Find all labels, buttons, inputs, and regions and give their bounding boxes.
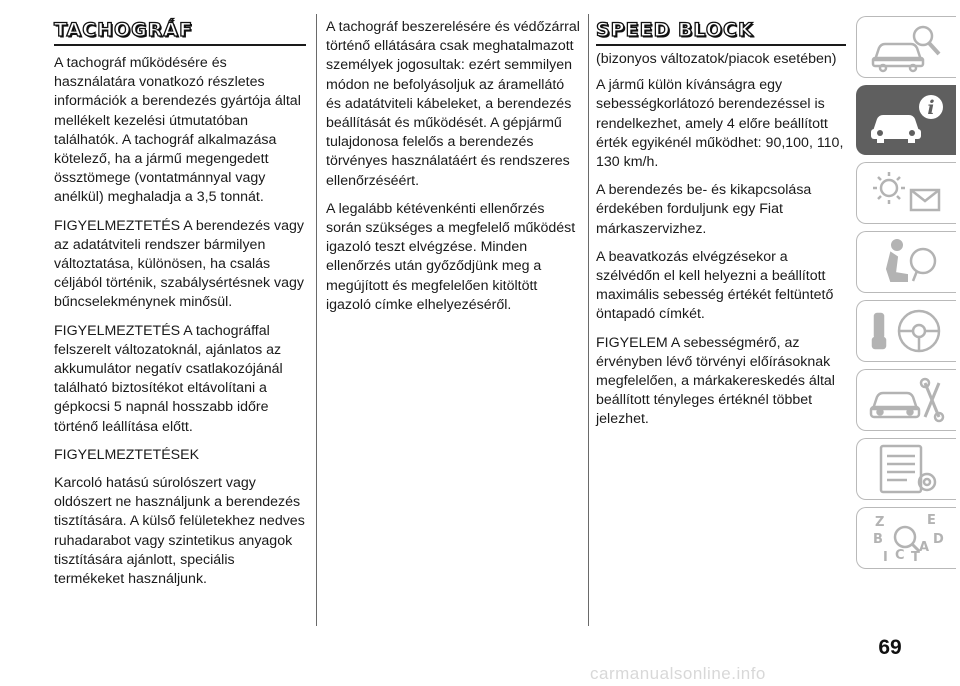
- paragraph: A jármű külön kívánságra egy sebességkorlátozó berendezéssel is rendelkezhet, amely 4 előre beállított érték egyikénél működhet: 90,100, 110, 130 km/h.: [596, 77, 844, 171]
- column-divider: [316, 14, 317, 626]
- svg-text:B: B: [872, 532, 883, 547]
- svg-text:E: E: [926, 513, 936, 528]
- svg-text:i: i: [926, 97, 935, 119]
- paragraph: Karcoló hatású súrolószert vagy oldószert ne használjunk a berendezés tisztítására. A külső felületekhez nedves ruhadarabot vagy szintetikus anyagok tisztítására ajánlott, speciális termékeket használjunk.: [54, 475, 305, 588]
- chapter-tab-dashboard[interactable]: [856, 162, 956, 224]
- car-search-icon: [867, 20, 947, 74]
- section-heading-speed-block: SPEED BLOCK: [596, 18, 846, 46]
- watermark: carmanualsonline.info: [590, 664, 766, 683]
- svg-text:A: A: [918, 540, 929, 555]
- chapter-tab-index[interactable]: [856, 507, 956, 569]
- paragraph: A legalább kétévenkénti ellenőrzés során szükséges a megfelelő működést igazoló teszt elvégzése. Minden ellenőrzés után győződjünk meg a megújított és megfelelően kitöltött igazoló címke elhelyezéséről.: [326, 200, 576, 313]
- paragraph: A tachográf beszerelésére és védőzárral történő ellátására csak meghatalmazott személyek jogosultak: ezért semmilyen módon ne befolyásoljuk az áramellátó és adatátviteli kábeleket, a berendezés beállítását és működését. A gépjármű tulajdonosa felelős a berendezés törvényes használatáért és rendszeres ellenőrzéséért.: [326, 19, 580, 189]
- paragraph: A berendezés be- és kikapcsolása érdekében forduljunk egy Fiat márkaszervizhez.: [596, 182, 812, 237]
- section-heading-tachograph: TACHOGRÁF: [54, 18, 306, 46]
- warning-paragraph: FIGYELMEZTETÉS A tachográffal felszerelt változatoknál, ajánlatos az akkumulátor negatív csatlakozójánál található biztosítékot eltávolítani a gépkocsi 5 napnál hosszabb időre történő leállítása előtt.: [54, 322, 283, 435]
- chapter-tab-car-info[interactable]: [856, 85, 956, 155]
- warning-paragraph: FIGYELMEZTETÉS A berendezés vagy az adatátviteli rendszer bármilyen változtatása, különösen, ha csalás céljából történik, szabálysértésnek vagy bűncselekménynek minősül.: [54, 217, 304, 311]
- svg-text:I: I: [882, 550, 888, 565]
- chapter-tab-technical-data[interactable]: [856, 438, 956, 500]
- car-info-icon: [867, 93, 947, 147]
- steering-wheel-icon: [867, 304, 947, 358]
- column-divider: [588, 14, 589, 626]
- warnings-title: FIGYELMEZTETÉSEK: [54, 446, 200, 463]
- chapter-tab-car-search[interactable]: [856, 16, 956, 78]
- chapter-tab-emergency[interactable]: [856, 369, 956, 431]
- left-column: [54, 18, 306, 598]
- right-column: [596, 18, 846, 439]
- dashboard-lights-icon: [867, 166, 947, 220]
- chapter-tab-starting-driving[interactable]: [856, 300, 956, 362]
- paragraph: A tachográf működésére és használatára vonatkozó részletes információk a berendezés gyártója által mellékelt kezelési útmutatóban találhatók. A tachográf alkalmazása kötelező, ha a jármű megengedett össztömege (vontatmánnyal vagy anélkül) meghaladja a 3,5 tonnát.: [54, 55, 301, 206]
- chapter-tab-safety[interactable]: [856, 231, 956, 293]
- warning-paragraph: FIGYELEM A sebességmérő, az érvényben lévő törvényi előírásoknak megfelelően, a márkakereskedés által beállított tényleges értéknél többet jelezhet.: [596, 334, 835, 428]
- section-subtitle: (bizonyos változatok/piacok esetében): [596, 51, 837, 67]
- paragraph: A beavatkozás elvégzésekor a szélvédőn el kell helyezni a beállított maximális sebesség értékét feltüntető öntapadó címkét.: [596, 248, 834, 323]
- car-wrench-icon: [867, 373, 947, 427]
- alphabetical-index-icon: [867, 511, 947, 565]
- airbag-seat-icon: [867, 235, 947, 289]
- chapter-tabs: [856, 16, 956, 576]
- svg-text:D: D: [932, 532, 944, 547]
- svg-text:T: T: [910, 550, 920, 565]
- svg-text:Z: Z: [874, 515, 884, 530]
- svg-text:C: C: [894, 548, 905, 563]
- page-number: 69: [878, 636, 902, 659]
- middle-column: [326, 18, 580, 324]
- technical-data-icon: [867, 442, 947, 496]
